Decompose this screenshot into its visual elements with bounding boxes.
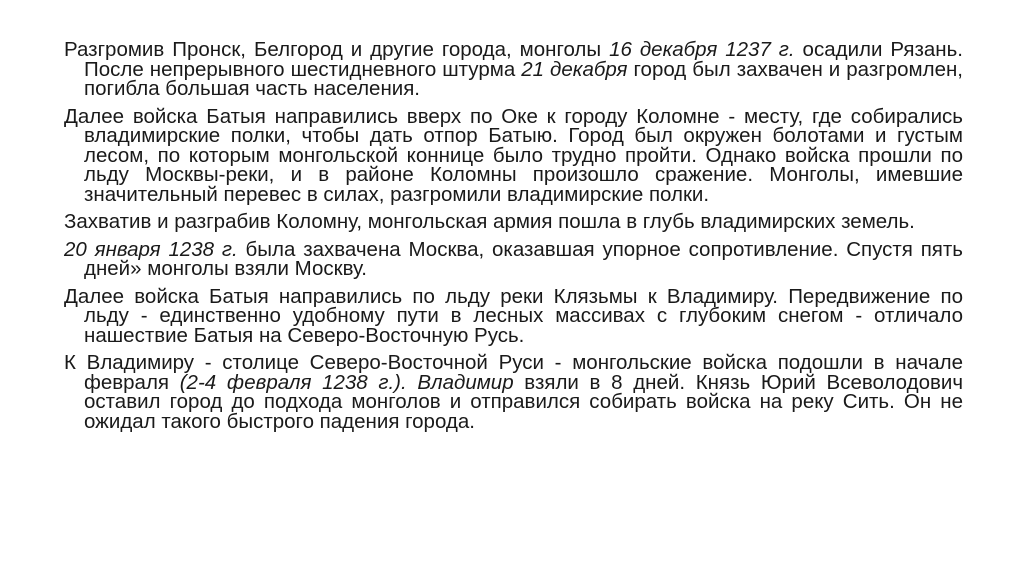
date-italic: 21 декабря xyxy=(521,57,628,81)
paragraph-moscow-capture xyxy=(64,237,963,280)
paragraph-kolomna-battle xyxy=(64,104,963,206)
paragraph-text: Захватив и разграбив Коломну, монгольская армия пошла в глубь владимирских земель. xyxy=(64,210,915,233)
paragraph-text: была захвачена Москва, оказавшая упорное сопротивление. Спустя пять дней» монголы взяли Москву. xyxy=(84,237,963,280)
date-italic: 16 декабря 1237 г. xyxy=(609,38,795,61)
date-italic: (2-4 февраля 1238 г.). Владимир xyxy=(179,370,514,394)
paragraph-text: город был захвачен и разгромлен, погибла большая часть населения. xyxy=(84,57,963,100)
paragraph-text: Разгромив Пронск, Белгород и другие города, монголы xyxy=(64,38,610,61)
slide-text-body xyxy=(64,40,963,437)
paragraph-text: Далее войска Батыя направились по льду реки Клязьмы к Владимиру. Передвижение по льду - единственно удобному пути в лесных массивах с глубоким снегом - отличало нашествие Батыя на Северо-Восточную Русь. xyxy=(64,284,963,347)
paragraph-text: взяли в 8 дней. Князь Юрий Всеволодович оставил город до подхода монголов и отправился собирать войска на реку Сить. Он не ожидал такого быстрого падения города. xyxy=(84,370,964,433)
paragraph-ryazan-siege xyxy=(64,40,963,99)
paragraph-text: К Владимиру - столице Северо-Восточной Руси - монгольские войска подошли в начале февраля xyxy=(64,351,963,394)
paragraph-klyazma-ice xyxy=(64,284,963,347)
paragraph-text: Далее войска Батыя направились вверх по Оке к городу Коломне - месту, где собирались владимирские полки, чтобы дать отпор Батыю. Город был окружен болотами и густым лесом, по которым монгольской коннице было трудно пройти. Однако войска прошли по льду Москвы-реки, и в районе Коломны произошло сражение. Монголы, имевшие значительный перевес в силах, разгромили владимирские полки. xyxy=(64,104,963,206)
paragraph-vladimir-fall xyxy=(64,353,963,431)
date-italic: 20 января 1238 г. xyxy=(64,237,238,261)
paragraph-kolomna-plunder xyxy=(64,212,963,232)
paragraph-text: осадили Рязань. После непрерывного шестидневного штурма xyxy=(84,38,963,81)
